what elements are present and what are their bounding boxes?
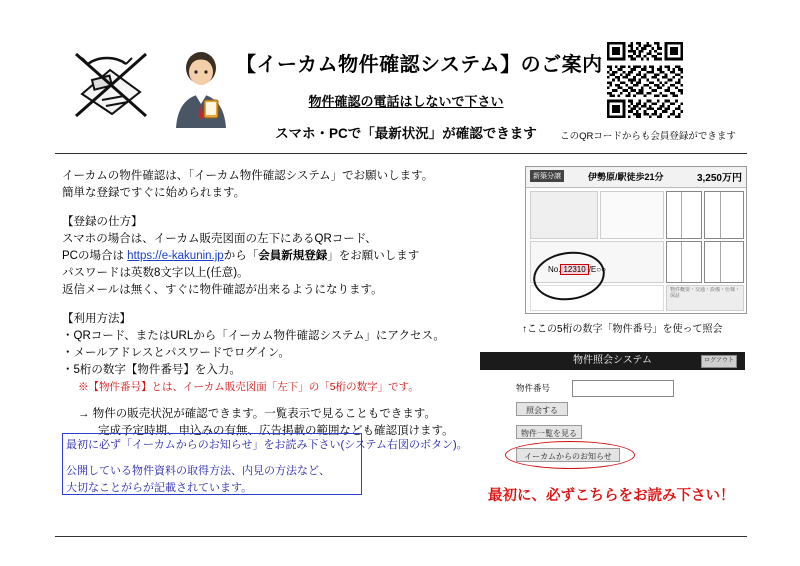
registration-line-1: スマホの場合は、イーカム販売図面の左下にあるQRコード、: [62, 233, 377, 245]
property-number-label: 物件番号: [516, 383, 551, 393]
notice-below-line-2: 大切なことがらが記載されています。: [66, 482, 253, 494]
flyer-number-value: 12310: [560, 264, 588, 275]
notice-boxed-line: 最初に必ず「イーカムからのお知らせ」をお読み下さい(システム右図のボタン)。: [66, 439, 468, 451]
page-title: 【イーカム物件確認システム】のご案内: [236, 54, 603, 76]
registration-paragraph: [62, 214, 492, 299]
registration-heading: 【登録の仕方】: [62, 216, 143, 228]
person-icon: [168, 50, 234, 128]
intro-line-1: イーカムの物件確認は、「イーカム物件確認システム」でお願いします。: [62, 170, 434, 182]
flyer-header-price: 3,250万円: [696, 173, 742, 184]
flyer-number-label: No.: [548, 265, 561, 274]
flyer-spec-text: 物件概要・交通・設備・仕様・保証: [670, 287, 740, 299]
flyer-plan-b: [704, 191, 744, 239]
system-title-text: 物件照会システム: [573, 355, 652, 366]
registration-line-2-post: 」をお願いします: [327, 250, 420, 262]
usage-arrow-1: → 物件の販売状況が確認できます。一覧表示で見ることもできます。: [78, 408, 436, 420]
system-screenshot: [480, 352, 745, 487]
usage-note: ※【物件番号】とは、イーカム販売図面「左下」の「5桁の数字」です。: [78, 381, 419, 393]
flyer-plan-a: [666, 191, 702, 239]
flyer-property-number: [548, 265, 606, 274]
subtitle-latest-status: スマホ・PCで「最新状況」が確認できます: [275, 126, 537, 141]
no-phone-icon: [72, 50, 150, 122]
e-kakunin-url-link[interactable]: https://e-kakunin.jp: [127, 250, 224, 262]
subtitle-no-phone: 物件確認の電話はしないで下さい: [308, 94, 504, 109]
intro-paragraph: [62, 168, 492, 202]
title-block: [236, 48, 603, 142]
usage-heading: 【利用方法】: [62, 313, 131, 325]
registration-line-2: [62, 248, 492, 265]
intro-line-2: 簡単な登録ですぐに始められます。: [62, 187, 246, 199]
flyer-plan-d: [704, 241, 744, 283]
property-list-button[interactable]: 物件一覧を見る: [516, 425, 582, 439]
flyer-header-left-label: 新築分譲: [530, 170, 564, 182]
registration-line-2-pre: PCの場合は: [62, 250, 128, 262]
registration-line-4: 返信メールは無く、すぐに物件確認が出来るようになります。: [62, 284, 383, 296]
registration-line-3: パスワードは英数8文字以上(任意)。: [62, 267, 249, 279]
flyer-header: [526, 167, 746, 188]
usage-paragraph: [62, 311, 492, 440]
property-number-input[interactable]: [572, 380, 674, 397]
divider-top: [55, 153, 747, 154]
notice-below-line-1: 公開している物件資料の取得方法、内見の方法など、: [66, 465, 330, 477]
usage-item-2: ・メールアドレスとパスワードでログイン。: [62, 347, 290, 359]
usage-arrow-2: 完成予定時期、申込みの有無、広告掲載の範囲なども確認頂けます。: [98, 425, 454, 437]
qr-caption: このQRコードからも会員登録ができます: [560, 131, 736, 142]
system-title-bar: [480, 352, 745, 370]
flyer-map-block: [530, 191, 598, 239]
header: [0, 40, 800, 150]
notice-boxed-text: [66, 437, 468, 454]
news-button-highlight-circle: [505, 441, 635, 469]
bottom-red-message: 最初に、必ずこちらをお読み下さい！: [488, 488, 735, 504]
registration-new-member-label: 会員新規登録: [258, 250, 328, 262]
ekamu-news-button[interactable]: イーカムからのお知らせ: [516, 448, 620, 462]
flyer-header-title: 伊勢原/駅徒歩21分: [588, 172, 664, 182]
flyer-number-suffix: /E○○: [588, 265, 606, 274]
divider-bottom: [55, 536, 747, 537]
notice-below-text: [66, 463, 406, 497]
usage-item-3: ・5桁の数字【物件番号】を入力。: [62, 364, 241, 376]
logout-button[interactable]: ログアウト: [701, 355, 737, 368]
flyer-caption: ↑ここの5桁の数字「物件番号」を使って照会: [522, 324, 723, 335]
usage-item-1: ・QRコード、またはURLから「イーカム物件確認システム」にアクセス。: [62, 330, 445, 342]
qr-code-icon: [607, 42, 683, 118]
flyer-photo-block: [600, 191, 664, 239]
flyer-plan-c: [666, 241, 702, 283]
query-button[interactable]: 照会する: [516, 402, 568, 416]
registration-line-2-mid: から「: [223, 250, 259, 262]
left-text-column: [62, 168, 492, 452]
